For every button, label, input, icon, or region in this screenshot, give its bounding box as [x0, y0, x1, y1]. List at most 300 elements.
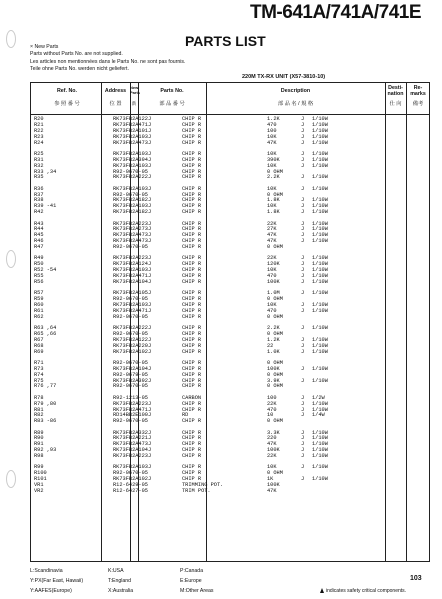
table-row [31, 384, 429, 390]
cell-rating: 1/10W [312, 464, 328, 471]
cell-ref: R67 [34, 336, 44, 343]
cell-rating: 1/10W [312, 476, 328, 483]
cell-val: 47K [267, 232, 277, 239]
cell-rating: 1/10W [312, 255, 328, 262]
cell-tol: J [301, 273, 305, 280]
cell-val: 0 OHM [267, 418, 283, 425]
cell-rating: 1/10W [312, 429, 328, 436]
cell-rating: 1/10W [312, 342, 328, 349]
cell-ref: R62 [34, 313, 44, 320]
cell-rating: 1/10W [312, 156, 328, 163]
warning-triangle-icon [320, 588, 324, 593]
header-address: Address [104, 88, 127, 94]
cell-val: 27K [267, 226, 277, 233]
cell-ref: R89 [34, 429, 44, 436]
cell-tol: J [301, 377, 305, 384]
cell-tol: J [301, 139, 305, 146]
cell-ref: R33 ,34 [34, 168, 57, 175]
cell-part: R12-6427-05 [113, 488, 148, 494]
cell-val: 10 [267, 412, 274, 419]
cell-part: RK73FB2A103J [113, 464, 152, 471]
cell-part: R92-0670-05 [113, 383, 148, 390]
cell-desc: CHIP R [182, 470, 202, 477]
cell-desc: CHIP R [182, 232, 202, 239]
header-description-jp: 部 品 名 / 規 格 [277, 101, 314, 107]
cell-desc: CHIP R [182, 406, 202, 413]
cell-tol: J [301, 133, 305, 140]
cell-val: 0 OHM [267, 371, 283, 378]
cell-val: 100 [267, 127, 277, 134]
cell-tol: J [301, 197, 305, 204]
table-row [31, 141, 429, 147]
cell-part: RK73FB2A221J [113, 435, 152, 442]
cell-desc: CHIP R [182, 371, 202, 378]
cell-val: 1.8K [267, 197, 280, 204]
cell-part: RK73FB2A104J [113, 278, 152, 285]
cell-desc: TRIMMING POT. [182, 482, 224, 489]
cell-rating: 1/10W [312, 261, 328, 268]
header-address-jp: 位 置 [109, 101, 122, 107]
cell-part: RK73FB2A182J [113, 197, 152, 204]
cell-desc: CHIP R [182, 238, 202, 245]
cell-ref: R49 [34, 255, 44, 262]
cell-val: 0 OHM [267, 313, 283, 320]
cell-ref: R55 [34, 273, 44, 280]
cell-val: 47K [267, 488, 277, 494]
cell-ref: VR1 [34, 482, 44, 489]
cell-part: RK73FB2A103J [113, 133, 152, 140]
cell-tol: J [301, 441, 305, 448]
cell-val: 1.2K [267, 336, 280, 343]
cell-part: RK73FB2A101J [113, 127, 152, 134]
cell-ref: R32 [34, 162, 44, 169]
cell-desc: CHIP R [182, 429, 202, 436]
table-row [31, 280, 429, 286]
safety-note [320, 588, 406, 594]
cell-tol: J [301, 412, 305, 419]
cell-part: RK73FB2A471J [113, 406, 152, 413]
cell-desc: CHIP R [182, 278, 202, 285]
cell-part: RK73FB2A473J [113, 139, 152, 146]
cell-part: RK73FB2A473J [113, 232, 152, 239]
table-row [31, 454, 429, 460]
cell-ref: R81 [34, 406, 44, 413]
cell-tol: J [301, 203, 305, 210]
cell-desc: CHIP R [182, 121, 202, 128]
cell-part: RK73FB2A103J [113, 150, 152, 157]
cell-ref: R99 [34, 464, 44, 471]
cell-ref: R25 [34, 150, 44, 157]
cell-val: 0 OHM [267, 359, 283, 366]
cell-val: 470 [267, 273, 277, 280]
table-row [31, 210, 429, 216]
cell-ref: R39 -41 [34, 203, 57, 210]
header-new-parts-jp: 新 [131, 101, 137, 106]
cell-val: 1K [267, 476, 274, 483]
cell-rating: 1/10W [312, 435, 328, 442]
cell-ref: R101 [34, 476, 47, 483]
cell-ref: R22 [34, 127, 44, 134]
cell-val: 47K [267, 238, 277, 245]
cell-tol: J [301, 116, 305, 122]
cell-val: 0 OHM [267, 470, 283, 477]
cell-rating: 1/10W [312, 209, 328, 216]
cell-desc: CHIP R [182, 418, 202, 425]
cell-part: RK73FB2A124J [113, 261, 152, 268]
cell-desc: CHIP R [182, 464, 202, 471]
cell-part: RK73FB2A103J [113, 203, 152, 210]
cell-part: RK73FB2A122J [113, 336, 152, 343]
cell-ref: R83 -86 [34, 418, 57, 425]
cell-desc: CHIP R [182, 197, 202, 204]
table-row [31, 175, 429, 181]
cell-val: 390K [267, 156, 280, 163]
cell-val: 10K [267, 150, 277, 157]
cell-val: 47K [267, 139, 277, 146]
cell-ref: R47 [34, 244, 44, 251]
header-destination-jp: 仕 向 [389, 101, 402, 107]
cell-desc: RD [182, 412, 189, 419]
legend-item: P:Canada [180, 568, 204, 574]
cell-ref: R74 [34, 371, 44, 378]
table-row [31, 489, 429, 495]
cell-part: R92-0679-05 [113, 371, 148, 378]
cell-part: RK73FB2A223J [113, 220, 152, 227]
cell-val: 100K [267, 365, 280, 372]
cell-ref: VR2 [34, 488, 44, 494]
cell-desc: CARBON [182, 394, 202, 401]
cell-ref: R37 [34, 191, 44, 198]
cell-ref: R31 [34, 156, 44, 163]
cell-tol: J [301, 226, 305, 233]
cell-part: RK73FB2A102J [113, 476, 152, 483]
header-parts-no-jp: 部 品 番 号 [159, 101, 185, 107]
cell-rating: 1/10W [312, 133, 328, 140]
header-ref-no: Ref. No. [56, 88, 77, 94]
cell-desc: CHIP R [182, 261, 202, 268]
cell-desc: CHIP R [182, 191, 202, 198]
cell-rating: 1/2W [312, 394, 325, 401]
cell-rating: 1/10W [312, 127, 328, 134]
cell-tol: J [301, 429, 305, 436]
cell-ref: R42 [34, 209, 44, 216]
cell-ref: R43 [34, 220, 44, 227]
cell-part: R92-0670-05 [113, 418, 148, 425]
cell-val: 0 OHM [267, 191, 283, 198]
note-french: Les articles non mentionnées dans le Parts No. ne sont pas fournis. [30, 58, 186, 65]
cell-ref: R20 [34, 116, 44, 122]
cell-val: 22K [267, 255, 277, 262]
cell-tol: J [301, 365, 305, 372]
cell-ref: R91 [34, 441, 44, 448]
cell-part: RK73FB2A122J [113, 116, 152, 122]
header-ref-no-jp: 参 照 番 号 [54, 101, 80, 107]
header-remarks: Re- marks [410, 85, 426, 97]
cell-desc: CHIP R [182, 290, 202, 297]
legend-item: E:Europe [180, 578, 202, 584]
cell-part: RK73FB2A473J [113, 238, 152, 245]
cell-ref: R52 -54 [34, 267, 57, 274]
cell-desc: CHIP R [182, 435, 202, 442]
cell-rating: 1/10W [312, 348, 328, 355]
cell-tol: J [301, 464, 305, 471]
cell-val: 10K [267, 133, 277, 140]
cell-part: R92-0670-05 [113, 168, 148, 175]
cell-part: RK73FB2A473J [113, 441, 152, 448]
cell-desc: CHIP R [182, 209, 202, 216]
cell-ref: R71 [34, 359, 44, 366]
header-new-parts: New Parts [130, 85, 141, 95]
cell-tol: J [301, 220, 305, 227]
cell-rating: 1/10W [312, 174, 328, 181]
cell-rating: 1/10W [312, 336, 328, 343]
cell-desc: CHIP R [182, 336, 202, 343]
cell-rating: 1/10W [312, 447, 328, 454]
cell-part: RK73FB2A222J [113, 174, 152, 181]
table-row [31, 350, 429, 356]
cell-desc: CHIP R [182, 116, 202, 122]
cell-desc: CHIP R [182, 139, 202, 146]
cell-part: RK73FB2A471J [113, 273, 152, 280]
cell-desc: CHIP R [182, 127, 202, 134]
legend-item: L:Scandinavia [30, 568, 63, 574]
header-destination: Desti- nation [387, 85, 404, 97]
cell-ref: R24 [34, 139, 44, 146]
cell-tol: J [301, 255, 305, 262]
cell-rating: 1/10W [312, 162, 328, 169]
cell-desc: CHIP R [182, 203, 202, 210]
cell-part: RK73FB2A223J [113, 400, 152, 407]
cell-part: RK73FB2A394J [113, 156, 152, 163]
cell-val: 0 OHM [267, 330, 283, 337]
table-row [31, 419, 429, 425]
cell-tol: J [301, 325, 305, 332]
cell-tol: J [301, 267, 305, 274]
cell-tol: J [301, 336, 305, 343]
cell-tol: J [301, 453, 305, 460]
cell-val: 2.2K [267, 174, 280, 181]
cell-desc: CHIP R [182, 133, 202, 140]
cell-part: R92-0670-05 [113, 191, 148, 198]
cell-part: R92-0670-05 [113, 470, 148, 477]
cell-desc: CHIP R [182, 307, 202, 314]
cell-ref: R57 [34, 290, 44, 297]
cell-desc: CHIP R [182, 220, 202, 227]
cell-ref: R90 [34, 435, 44, 442]
cell-desc: CHIP R [182, 348, 202, 355]
cell-val: 1.0K [267, 348, 280, 355]
cell-ref: R76 ,77 [34, 383, 57, 390]
cell-tol: J [301, 476, 305, 483]
cell-tol: J [301, 121, 305, 128]
cell-part: RK73FB2A471J [113, 307, 152, 314]
header-divider [31, 114, 429, 115]
cell-val: 100K [267, 447, 280, 454]
cell-rating: 1/10W [312, 441, 328, 448]
cell-tol: J [301, 238, 305, 245]
cell-rating: 1/10W [312, 267, 328, 274]
cell-desc: CHIP R [182, 383, 202, 390]
cell-ref: R61 [34, 307, 44, 314]
cell-tol: J [301, 406, 305, 413]
cell-rating: 1/10W [312, 365, 328, 372]
cell-val: 1.2K [267, 116, 280, 122]
cell-rating: 1/10W [312, 290, 328, 297]
cell-rating: 1/10W [312, 226, 328, 233]
cell-part: RK73FB2A222J [113, 325, 152, 332]
cell-part: RK73FB2A103J [113, 267, 152, 274]
cell-val: 120K [267, 261, 280, 268]
cell-desc: CHIP R [182, 476, 202, 483]
cell-part: RK73FB2A105J [113, 290, 152, 297]
cell-ref: R21 [34, 121, 44, 128]
cell-part: RK73FB2A104J [113, 365, 152, 372]
cell-rating: 1/10W [312, 116, 328, 122]
cell-desc: CHIP R [182, 150, 202, 157]
cell-rating: 1/10W [312, 400, 328, 407]
cell-val: 100K [267, 278, 280, 285]
cell-tol: J [301, 162, 305, 169]
cell-val: 22 [267, 342, 274, 349]
cell-val: 0 OHM [267, 168, 283, 175]
cell-val: 0 OHM [267, 296, 283, 303]
cell-rating: 1/10W [312, 325, 328, 332]
cell-rating: 1/10W [312, 307, 328, 314]
cell-rating: 1/10W [312, 377, 328, 384]
header-parts-no: Parts No. [160, 88, 184, 94]
cell-ref: R73 [34, 365, 44, 372]
cell-part: R12-6429-05 [113, 482, 148, 489]
cell-tol: J [301, 447, 305, 454]
cell-rating: 1/10W [312, 197, 328, 204]
cell-part: R92-0670-05 [113, 244, 148, 251]
cell-tol: J [301, 127, 305, 134]
legend-item: T:England [108, 578, 132, 584]
cell-desc: CHIP R [182, 162, 202, 169]
cell-rating: 1/10W [312, 238, 328, 245]
cell-ref: R59 [34, 296, 44, 303]
cell-rating: 1/10W [312, 406, 328, 413]
legend-item: Y:PX(Far East, Hawaii) [30, 578, 84, 584]
cell-part: RD14BB2E100J [113, 412, 152, 419]
cell-desc: CHIP R [182, 377, 202, 384]
cell-ref: R44 [34, 226, 44, 233]
cell-desc: CHIP R [182, 302, 202, 308]
cell-ref: R23 [34, 133, 44, 140]
cell-val: 10K [267, 302, 277, 308]
cell-tol: J [301, 278, 305, 285]
legend-item: K:USA [108, 568, 124, 574]
cell-ref: R69 [34, 348, 44, 355]
cell-ref: R98 [34, 453, 44, 460]
cell-desc: CHIP R [182, 447, 202, 454]
cell-part: RK73FB2A103J [113, 185, 152, 192]
cell-val: 100K [267, 482, 280, 489]
cell-desc: CHIP R [182, 244, 202, 251]
cell-tol: J [301, 342, 305, 349]
cell-desc: CHIP R [182, 174, 202, 181]
cell-part: RK73FB2A332J [113, 429, 152, 436]
cell-tol: J [301, 394, 305, 401]
cell-rating: 1/10W [312, 273, 328, 280]
cell-rating: 1/4W [312, 412, 325, 419]
safety-note-text: indicates safety critical components. [326, 588, 407, 594]
cell-ref: R46 [34, 238, 44, 245]
cell-ref: R45 [34, 232, 44, 239]
cell-part: RK73FB2A392J [113, 377, 152, 384]
cell-val: 10K [267, 464, 277, 471]
cell-rating: 1/10W [312, 185, 328, 192]
parts-rows [31, 117, 429, 495]
cell-rating: 1/10W [312, 453, 328, 460]
cell-part: R92-0670-05 [113, 296, 148, 303]
cell-part: R92-0670-05 [113, 313, 148, 320]
cell-rating: 1/10W [312, 139, 328, 146]
cell-val: 3.9K [267, 377, 280, 384]
cell-rating: 1/10W [312, 203, 328, 210]
cell-desc: CHIP R [182, 453, 202, 460]
page-title: PARTS LIST [185, 33, 266, 49]
cell-tol: J [301, 400, 305, 407]
cell-val: 1.0M [267, 290, 280, 297]
cell-ref: R36 [34, 185, 44, 192]
cell-desc: CHIP R [182, 226, 202, 233]
model-title: TM-641A/741A/741E [250, 2, 422, 23]
cell-rating: 1/10W [312, 302, 328, 308]
cell-tol: J [301, 307, 305, 314]
legend-item: Y:AAFES(Europe) [30, 588, 72, 594]
cell-val: 220 [267, 435, 277, 442]
cell-val: 470 [267, 121, 277, 128]
cell-rating: 1/10W [312, 278, 328, 285]
cell-desc: CHIP R [182, 325, 202, 332]
cell-ref: R78 [34, 394, 44, 401]
cell-desc: CHIP R [182, 365, 202, 372]
cell-tol: J [301, 261, 305, 268]
cell-tol: J [301, 348, 305, 355]
cell-val: 47K [267, 441, 277, 448]
cell-desc: CHIP R [182, 342, 202, 349]
cell-val: 10K [267, 162, 277, 169]
cell-desc: CHIP R [182, 156, 202, 163]
cell-val: 2.2K [267, 325, 280, 332]
cell-desc: CHIP R [182, 359, 202, 366]
header-description: Description [280, 88, 311, 94]
cell-desc: CHIP R [182, 267, 202, 274]
cell-val: 3.3K [267, 429, 280, 436]
cell-val: 1.8K [267, 209, 280, 216]
binding-hole-top [6, 30, 16, 48]
cell-val: 100 [267, 394, 277, 401]
cell-val: 22K [267, 220, 277, 227]
cell-part: RK73FB2A471J [113, 121, 152, 128]
cell-val: 10K [267, 203, 277, 210]
cell-rating: 1/10W [312, 150, 328, 157]
cell-val: 0 OHM [267, 244, 283, 251]
cell-val: 10K [267, 185, 277, 192]
cell-part: RK73FB2A103J [113, 302, 152, 308]
cell-val: 0 OHM [267, 383, 283, 390]
cell-desc: CHIP R [182, 330, 202, 337]
cell-desc: CHIP R [182, 168, 202, 175]
cell-part: R92-0670-05 [113, 330, 148, 337]
cell-ref: R92 ,93 [34, 447, 57, 454]
cell-part: RK73FB2A182J [113, 209, 152, 216]
parts-table [30, 82, 430, 562]
cell-ref: R35 [34, 174, 44, 181]
cell-ref: R68 [34, 342, 44, 349]
cell-ref: R65 ,66 [34, 330, 57, 337]
